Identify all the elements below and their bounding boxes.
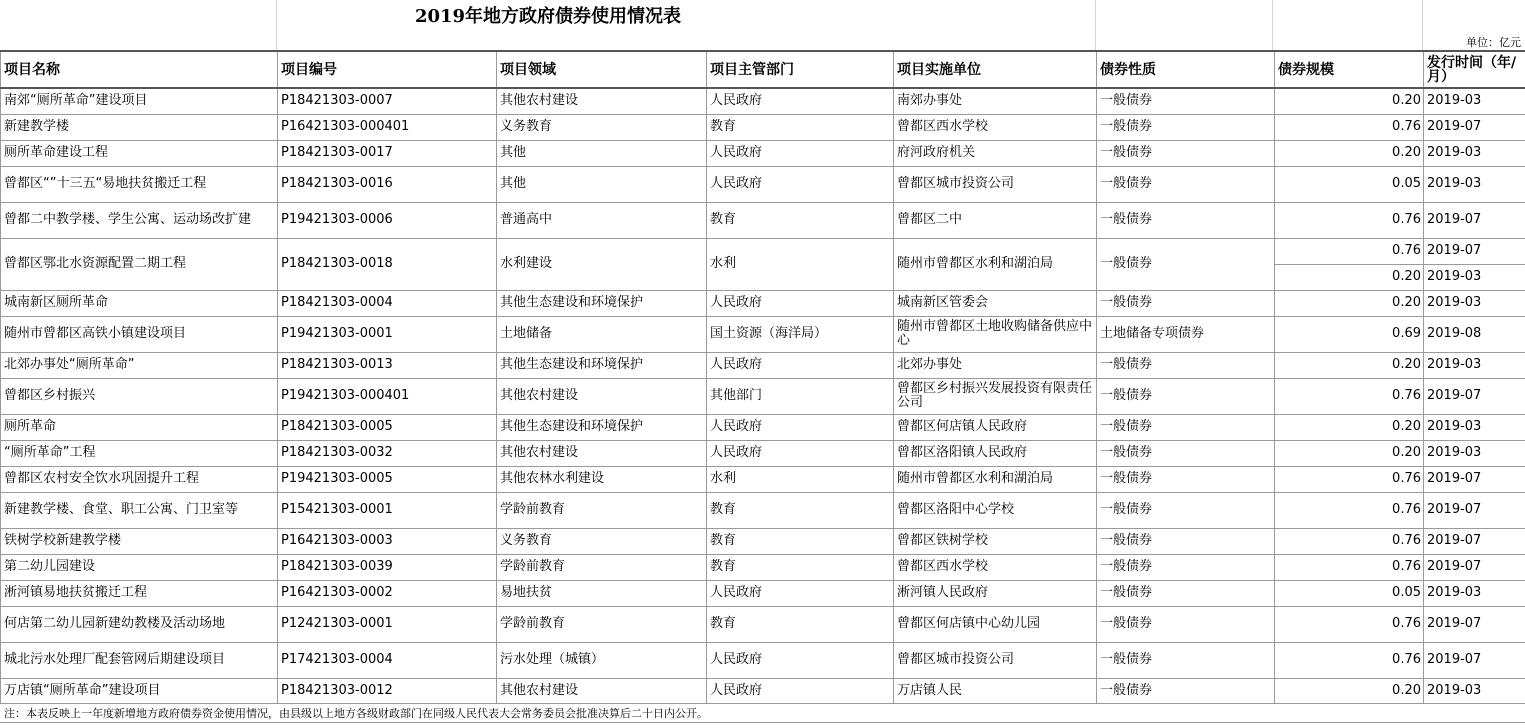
cell-name[interactable]: 第二幼儿园建设	[1, 554, 278, 580]
cell-date[interactable]: 2019-03	[1424, 414, 1525, 440]
table-row	[1, 140, 1525, 166]
table-row	[1, 466, 1525, 492]
cell-implementer[interactable]: 随州市曾都区水利和湖泊局	[894, 466, 1097, 492]
cell-field[interactable]: 其他生态建设和环境保护	[497, 290, 707, 316]
cell-field[interactable]: 土地储备	[497, 316, 707, 352]
table-row	[1, 114, 1525, 140]
cell-amount[interactable]: 0.76	[1275, 528, 1424, 554]
cell-implementer[interactable]: 府河政府机关	[894, 140, 1097, 166]
cell-implementer[interactable]: 南郊办事处	[894, 88, 1097, 114]
cell-bond-type[interactable]: 一般债券	[1097, 642, 1275, 678]
table-row	[1, 378, 1525, 414]
footnote: 注：本表反映上一年度新增地方政府债券资金使用情况，由县级以上地方各级财政部门在同级人民代表大会常务委员会批准决算后二十日内公开。	[4, 707, 708, 720]
cell-field[interactable]: 其他生态建设和环境保护	[497, 414, 707, 440]
cell-bond-type[interactable]: 一般债券	[1097, 166, 1275, 202]
cell-bond-type[interactable]: 土地储备专项债券	[1097, 316, 1275, 352]
cell-date[interactable]: 2019-03	[1424, 264, 1525, 290]
cell-date[interactable]: 2019-03	[1424, 352, 1525, 378]
cell-department[interactable]: 教育	[707, 528, 894, 554]
cell-code[interactable]: P16421303-0003	[278, 528, 497, 554]
header-row	[1, 51, 1525, 88]
cell-department[interactable]: 教育	[707, 554, 894, 580]
cell-department[interactable]: 水利	[707, 466, 894, 492]
cell-bond-type[interactable]: 一般债券	[1097, 678, 1275, 703]
cell-amount[interactable]: 0.76	[1275, 238, 1424, 264]
cell-implementer[interactable]: 曾都区城市投资公司	[894, 166, 1097, 202]
table-row	[1, 88, 1525, 114]
sheet-title: 2019年地方政府债券使用情况表	[414, 6, 682, 27]
cell-bond-type[interactable]: 一般债券	[1097, 554, 1275, 580]
header-department: 项目主管部门	[707, 51, 894, 88]
bond-table	[0, 50, 1525, 704]
cell-name[interactable]: 何店第二幼儿园新建幼教楼及活动场地	[1, 606, 278, 642]
cell-name[interactable]: 南郊“厕所革命”建设项目	[1, 88, 278, 114]
cell-code[interactable]: P17421303-0004	[278, 642, 497, 678]
cell-field[interactable]: 学龄前教育	[497, 606, 707, 642]
table-row	[1, 678, 1525, 703]
table-row	[1, 580, 1525, 606]
cell-name[interactable]: 随州市曾都区高铁小镇建设项目	[1, 316, 278, 352]
cell-code[interactable]: P18421303-0017	[278, 140, 497, 166]
cell-code[interactable]: P18421303-0005	[278, 414, 497, 440]
cell-amount[interactable]: 0.20	[1275, 264, 1424, 290]
cell-name[interactable]: 曾都区鄂北水资源配置二期工程	[1, 238, 278, 290]
cell-name[interactable]: 淅河镇易地扶贫搬迁工程	[1, 580, 278, 606]
cell-department[interactable]: 教育	[707, 606, 894, 642]
cell-name[interactable]: 曾都区乡村振兴	[1, 378, 278, 414]
cell-field[interactable]: 其他农村建设	[497, 378, 707, 414]
table-row	[1, 316, 1525, 352]
cell-department[interactable]: 人民政府	[707, 642, 894, 678]
table-row	[1, 238, 1525, 264]
table-row	[1, 166, 1525, 202]
cell-amount[interactable]: 0.76	[1275, 466, 1424, 492]
cell-code[interactable]: P19421303-0005	[278, 466, 497, 492]
cell-amount[interactable]: 0.20	[1275, 290, 1424, 316]
cell-amount[interactable]: 0.20	[1275, 88, 1424, 114]
cell-bond-type[interactable]: 一般债券	[1097, 414, 1275, 440]
cell-department[interactable]: 人民政府	[707, 290, 894, 316]
header-bond-amount: 债券规模	[1275, 51, 1424, 88]
cell-implementer[interactable]: 随州市曾都区土地收购储备供应中心	[894, 316, 1097, 352]
cell-code[interactable]: P12421303-0001	[278, 606, 497, 642]
cell-date[interactable]: 2019-03	[1424, 140, 1525, 166]
cell-amount[interactable]: 0.76	[1275, 114, 1424, 140]
cell-implementer[interactable]: 曾都区乡村振兴发展投资有限责任公司	[894, 378, 1097, 414]
cell-name[interactable]: 城南新区厕所革命	[1, 290, 278, 316]
cell-department[interactable]: 人民政府	[707, 88, 894, 114]
cell-name[interactable]: 城北污水处理厂配套管网后期建设项目	[1, 642, 278, 678]
cell-amount[interactable]: 0.69	[1275, 316, 1424, 352]
cell-code[interactable]: P18421303-0018	[278, 238, 497, 290]
grid-line	[1422, 0, 1423, 50]
table-row	[1, 352, 1525, 378]
cell-field[interactable]: 义务教育	[497, 528, 707, 554]
cell-field[interactable]: 其他农村建设	[497, 440, 707, 466]
cell-amount[interactable]: 0.76	[1275, 378, 1424, 414]
cell-code[interactable]: P16421303-000401	[278, 114, 497, 140]
cell-bond-type[interactable]: 一般债券	[1097, 466, 1275, 492]
cell-amount[interactable]: 0.20	[1275, 352, 1424, 378]
cell-code[interactable]: P18421303-0016	[278, 166, 497, 202]
cell-amount[interactable]: 0.76	[1275, 202, 1424, 238]
cell-field[interactable]: 其他农村建设	[497, 678, 707, 703]
cell-code[interactable]: P19421303-0001	[278, 316, 497, 352]
cell-date[interactable]: 2019-07	[1424, 642, 1525, 678]
cell-field[interactable]: 学龄前教育	[497, 492, 707, 528]
cell-implementer[interactable]: 曾都区西水学校	[894, 114, 1097, 140]
cell-bond-type[interactable]: 一般债券	[1097, 580, 1275, 606]
cell-department[interactable]: 人民政府	[707, 678, 894, 703]
cell-field[interactable]: 其他农村建设	[497, 88, 707, 114]
cell-code[interactable]: P18421303-0032	[278, 440, 497, 466]
cell-bond-type[interactable]: 一般债券	[1097, 202, 1275, 238]
cell-field[interactable]: 其他生态建设和环境保护	[497, 352, 707, 378]
cell-name[interactable]: 曾都二中教学楼、学生公寓、运动场改扩建	[1, 202, 278, 238]
cell-bond-type[interactable]: 一般债券	[1097, 114, 1275, 140]
cell-date[interactable]: 2019-07	[1424, 202, 1525, 238]
cell-field[interactable]: 其他	[497, 140, 707, 166]
unit-label: 单位：亿元	[1466, 36, 1521, 49]
cell-implementer[interactable]: 淅河镇人民政府	[894, 580, 1097, 606]
cell-code[interactable]: P15421303-0001	[278, 492, 497, 528]
table-row	[1, 528, 1525, 554]
cell-field[interactable]: 水利建设	[497, 238, 707, 290]
cell-bond-type[interactable]: 一般债券	[1097, 440, 1275, 466]
cell-amount[interactable]: 0.76	[1275, 554, 1424, 580]
cell-name[interactable]: 万店镇“厕所革命”建设项目	[1, 678, 278, 703]
table-row	[1, 606, 1525, 642]
cell-bond-type[interactable]: 一般债券	[1097, 528, 1275, 554]
cell-implementer[interactable]: 曾都区西水学校	[894, 554, 1097, 580]
cell-bond-type[interactable]: 一般债券	[1097, 238, 1275, 290]
cell-department[interactable]: 国土资源（海洋局）	[707, 316, 894, 352]
table-row	[1, 202, 1525, 238]
cell-implementer[interactable]: 随州市曾都区水利和湖泊局	[894, 238, 1097, 290]
cell-implementer[interactable]: 曾都区何店镇中心幼儿园	[894, 606, 1097, 642]
cell-code[interactable]: P18421303-0013	[278, 352, 497, 378]
cell-bond-type[interactable]: 一般债券	[1097, 352, 1275, 378]
cell-name[interactable]: 新建教学楼、食堂、职工公寓、门卫室等	[1, 492, 278, 528]
cell-amount[interactable]: 0.20	[1275, 440, 1424, 466]
cell-code[interactable]: P19421303-0006	[278, 202, 497, 238]
cell-implementer[interactable]: 曾都区铁树学校	[894, 528, 1097, 554]
grid-line	[1095, 0, 1096, 50]
cell-implementer[interactable]: 城南新区管委会	[894, 290, 1097, 316]
cell-name[interactable]: 铁树学校新建教学楼	[1, 528, 278, 554]
cell-amount[interactable]: 0.05	[1275, 580, 1424, 606]
cell-date[interactable]: 2019-03	[1424, 88, 1525, 114]
cell-code[interactable]: P18421303-0012	[278, 678, 497, 703]
cell-code[interactable]: P18421303-0004	[278, 290, 497, 316]
cell-amount[interactable]: 0.76	[1275, 492, 1424, 528]
cell-amount[interactable]: 0.20	[1275, 678, 1424, 703]
cell-bond-type[interactable]: 一般债券	[1097, 88, 1275, 114]
cell-department[interactable]: 人民政府	[707, 166, 894, 202]
cell-implementer[interactable]: 曾都区城市投资公司	[894, 642, 1097, 678]
cell-name[interactable]: 曾都区农村安全饮水巩固提升工程	[1, 466, 278, 492]
cell-date[interactable]: 2019-07	[1424, 238, 1525, 264]
cell-amount[interactable]: 0.76	[1275, 606, 1424, 642]
header-project-code: 项目编号	[278, 51, 497, 88]
table-row	[1, 554, 1525, 580]
table-row	[1, 440, 1525, 466]
header-project-name: 项目名称	[1, 51, 278, 88]
cell-amount[interactable]: 0.20	[1275, 414, 1424, 440]
cell-implementer[interactable]: 曾都区二中	[894, 202, 1097, 238]
cell-date[interactable]: 2019-03	[1424, 290, 1525, 316]
cell-date[interactable]: 2019-07	[1424, 554, 1525, 580]
cell-implementer[interactable]: 曾都区何店镇人民政府	[894, 414, 1097, 440]
cell-field[interactable]: 易地扶贫	[497, 580, 707, 606]
header-project-field: 项目领域	[497, 51, 707, 88]
cell-date[interactable]: 2019-07	[1424, 606, 1525, 642]
cell-implementer[interactable]: 北郊办事处	[894, 352, 1097, 378]
cell-department[interactable]: 人民政府	[707, 352, 894, 378]
cell-department[interactable]: 人民政府	[707, 140, 894, 166]
cell-date[interactable]: 2019-07	[1424, 466, 1525, 492]
cell-field[interactable]: 学龄前教育	[497, 554, 707, 580]
cell-bond-type[interactable]: 一般债券	[1097, 492, 1275, 528]
cell-bond-type[interactable]: 一般债券	[1097, 140, 1275, 166]
cell-implementer[interactable]: 曾都区洛阳中心学校	[894, 492, 1097, 528]
cell-field[interactable]: 义务教育	[497, 114, 707, 140]
cell-date[interactable]: 2019-03	[1424, 580, 1525, 606]
header-bond-type: 债券性质	[1097, 51, 1275, 88]
cell-department[interactable]: 人民政府	[707, 580, 894, 606]
cell-name[interactable]: 厕所革命建设工程	[1, 140, 278, 166]
table-row	[1, 414, 1525, 440]
footer-rule	[0, 722, 1525, 723]
cell-date[interactable]: 2019-03	[1424, 166, 1525, 202]
header-implementer: 项目实施单位	[894, 51, 1097, 88]
cell-name[interactable]: “厕所革命”工程	[1, 440, 278, 466]
cell-name[interactable]: 北郊办事处“厕所革命”	[1, 352, 278, 378]
cell-code[interactable]: P18421303-0007	[278, 88, 497, 114]
cell-amount[interactable]: 0.05	[1275, 166, 1424, 202]
cell-field[interactable]: 其他	[497, 166, 707, 202]
cell-department[interactable]: 水利	[707, 238, 894, 290]
cell-implementer[interactable]: 曾都区洛阳镇人民政府	[894, 440, 1097, 466]
table-row	[1, 642, 1525, 678]
cell-date[interactable]: 2019-07	[1424, 528, 1525, 554]
cell-code[interactable]: P16421303-0002	[278, 580, 497, 606]
cell-implementer[interactable]: 万店镇人民	[894, 678, 1097, 703]
grid-line	[1272, 0, 1273, 50]
cell-department[interactable]: 人民政府	[707, 414, 894, 440]
cell-date[interactable]: 2019-07	[1424, 378, 1525, 414]
cell-name[interactable]: 曾都区“”十三五“易地扶贫搬迁工程	[1, 166, 278, 202]
cell-field[interactable]: 污水处理（城镇）	[497, 642, 707, 678]
cell-department[interactable]: 教育	[707, 114, 894, 140]
cell-field[interactable]: 普通高中	[497, 202, 707, 238]
cell-department[interactable]: 教育	[707, 492, 894, 528]
cell-department[interactable]: 人民政府	[707, 440, 894, 466]
cell-department[interactable]: 教育	[707, 202, 894, 238]
cell-amount[interactable]: 0.76	[1275, 642, 1424, 678]
cell-code[interactable]: P18421303-0039	[278, 554, 497, 580]
table-row	[1, 290, 1525, 316]
cell-name[interactable]: 厕所革命	[1, 414, 278, 440]
header-issue-date: 发行时间（年/月）	[1424, 51, 1525, 88]
table-row	[1, 492, 1525, 528]
cell-date[interactable]: 2019-03	[1424, 678, 1525, 703]
cell-department[interactable]: 其他部门	[707, 378, 894, 414]
cell-code[interactable]: P19421303-000401	[278, 378, 497, 414]
cell-amount[interactable]: 0.20	[1275, 140, 1424, 166]
cell-name[interactable]: 新建教学楼	[1, 114, 278, 140]
grid-line	[276, 0, 277, 50]
cell-date[interactable]: 2019-07	[1424, 492, 1525, 528]
cell-date[interactable]: 2019-07	[1424, 114, 1525, 140]
cell-bond-type[interactable]: 一般债券	[1097, 290, 1275, 316]
cell-field[interactable]: 其他农林水利建设	[497, 466, 707, 492]
cell-bond-type[interactable]: 一般债券	[1097, 378, 1275, 414]
cell-date[interactable]: 2019-08	[1424, 316, 1525, 352]
cell-date[interactable]: 2019-03	[1424, 440, 1525, 466]
cell-bond-type[interactable]: 一般债券	[1097, 606, 1275, 642]
